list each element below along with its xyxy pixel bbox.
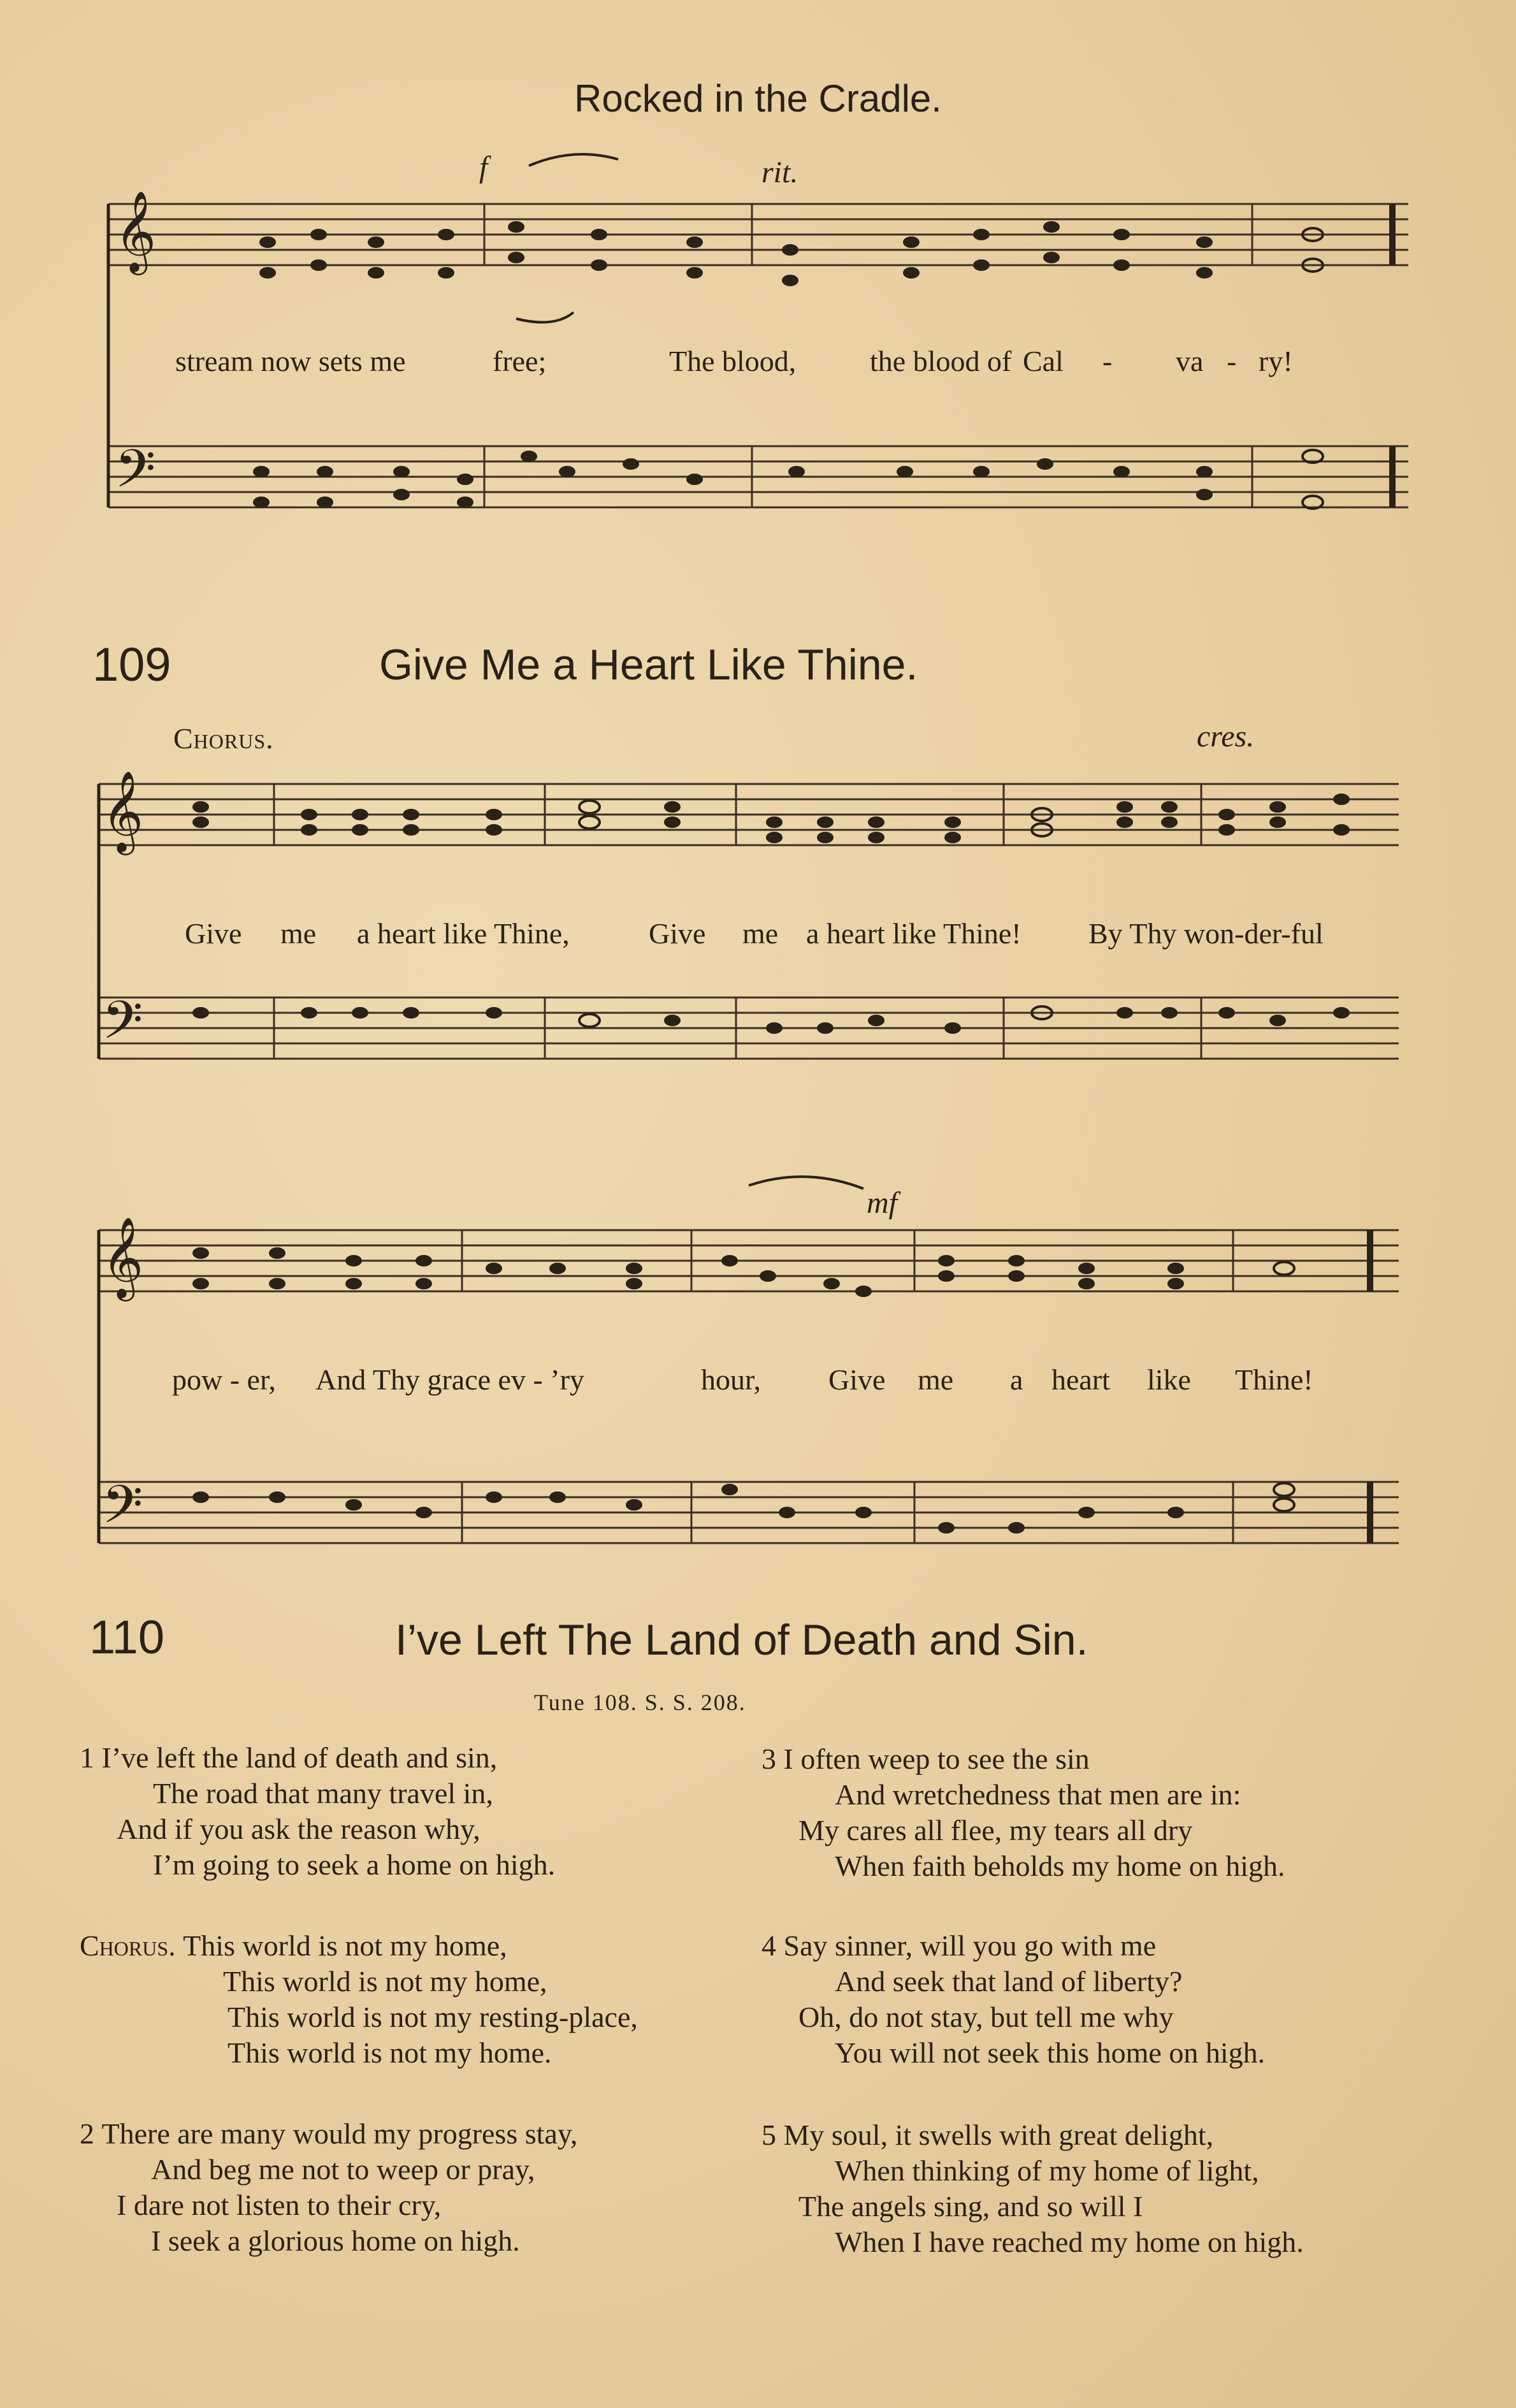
svg-text:𝄞: 𝄞 xyxy=(115,190,157,272)
verse-1-line-3: And if you ask the reason why, xyxy=(117,1813,480,1845)
h109-l1-w7: By Thy won-der-ful xyxy=(1088,917,1324,950)
verse-5-line-4: When I have reached my home on high. xyxy=(835,2226,1304,2258)
top-lyric-3: The blood, xyxy=(669,345,797,377)
svg-text:𝄞: 𝄞 xyxy=(102,1216,144,1298)
verse-4-line-1: Say sinner, will you go with me xyxy=(783,1929,1157,1962)
h109-l2-w9: Thine! xyxy=(1235,1363,1313,1396)
verse-3-num: 3 xyxy=(762,1743,776,1775)
chorus-110-line-1: This world is not my home, xyxy=(183,1929,507,1962)
top-lyric-4: the blood of xyxy=(870,345,1012,377)
verse-3-line-2: And wretchedness that men are in: xyxy=(835,1778,1241,1811)
verse-5 xyxy=(762,2117,1462,2260)
top-lyric-1: stream now sets me xyxy=(175,345,406,377)
system-1 xyxy=(108,154,1408,512)
verse-1 xyxy=(80,1740,749,1883)
verse-3-line-1: I often weep to see the sin xyxy=(783,1743,1090,1775)
running-head: Rocked in the Cradle. xyxy=(574,77,942,120)
verse-3-line-3: My cares all flee, my tears all dry xyxy=(798,1814,1193,1846)
verse-1-num: 1 xyxy=(80,1741,94,1774)
svg-text:𝄞: 𝄞 xyxy=(102,770,144,852)
hymn-110-number: 110 xyxy=(89,1611,164,1664)
verse-4-line-3: Oh, do not stay, but tell me why xyxy=(798,2001,1174,2033)
chorus-110-line-2: This world is not my home, xyxy=(223,1965,547,1998)
mf-mark: mf xyxy=(867,1186,897,1220)
h109-l2-w6: a xyxy=(1010,1363,1023,1396)
hymn-109-number: 109 xyxy=(92,638,171,691)
h109-l2-w8: like xyxy=(1147,1363,1191,1396)
verse-4 xyxy=(762,1928,1462,2071)
verse-4-line-4: You will not seek this home on high. xyxy=(835,2036,1266,2069)
verse-4-line-2: And seek that land of liberty? xyxy=(835,1965,1183,1998)
h109-l1-w6: a heart like Thine! xyxy=(806,917,1021,950)
verse-2 xyxy=(80,2116,749,2259)
chorus-110-line-4: This world is not my home. xyxy=(227,2036,552,2069)
verse-2-line-2: And beg me not to weep or pray, xyxy=(151,2153,535,2186)
chorus-110 xyxy=(80,1928,749,2071)
h109-l1-w1: Give xyxy=(185,917,242,950)
verse-5-line-3: The angels sing, and so will I xyxy=(798,2190,1143,2223)
verse-2-line-1: There are many would my progress stay, xyxy=(101,2117,578,2150)
tune-reference: Tune 108. S. S. 208. xyxy=(534,1690,746,1715)
hymn-110-title: I’ve Left The Land of Death and Sin. xyxy=(395,1616,1088,1664)
verse-3-line-4: When faith beholds my home on high. xyxy=(835,1850,1285,1882)
rit-mark: rit. xyxy=(762,156,798,189)
verse-3 xyxy=(762,1741,1462,1884)
verse-5-num: 5 xyxy=(762,2119,776,2151)
verse-1-line-1: I’ve left the land of death and sin, xyxy=(101,1741,498,1774)
top-lyric-7: va xyxy=(1176,345,1204,377)
verse-2-num: 2 xyxy=(80,2117,94,2150)
top-lyric-6: - xyxy=(1102,345,1113,377)
hymn-109-chorus-label: Chorus. xyxy=(173,722,274,755)
h109-l2-w3: hour, xyxy=(701,1363,761,1396)
forte-mark: f xyxy=(479,150,488,184)
h109-l2-w1: pow - er, xyxy=(172,1363,276,1396)
hymn-109-title: Give Me a Heart Like Thine. xyxy=(379,641,918,689)
h109-l1-w3: a heart like Thine, xyxy=(357,917,570,950)
verse-5-line-2: When thinking of my home of light, xyxy=(835,2154,1259,2187)
h109-l1-w2: me xyxy=(280,917,317,950)
top-lyric-2: free; xyxy=(493,345,547,377)
svg-text:𝄢: 𝄢 xyxy=(115,438,156,512)
h109-l2-w2: And Thy grace ev - ’ry xyxy=(315,1363,584,1396)
h109-l2-w4: Give xyxy=(828,1363,886,1396)
svg-text:𝄢: 𝄢 xyxy=(102,1474,143,1548)
top-lyric-5: Cal xyxy=(1023,345,1064,377)
verse-1-line-2: The road that many travel in, xyxy=(153,1777,493,1810)
verse-2-line-4: I seek a glorious home on high. xyxy=(151,2224,520,2257)
top-lyric-8: - xyxy=(1227,345,1237,377)
chorus-110-line-3: This world is not my resting-place, xyxy=(227,2001,638,2033)
h109-l1-w4: Give xyxy=(649,917,706,950)
h109-l2-w5: me xyxy=(918,1363,954,1396)
top-lyric-9: ry! xyxy=(1259,345,1293,377)
verse-1-line-4: I’m going to seek a home on high. xyxy=(153,1848,556,1881)
chorus-110-label: Chorus. xyxy=(80,1929,176,1962)
h109-l1-w5: me xyxy=(742,917,779,950)
svg-text:𝄢: 𝄢 xyxy=(102,989,143,1064)
verse-2-line-3: I dare not listen to their cry, xyxy=(117,2189,442,2221)
h109-l2-w7: heart xyxy=(1051,1363,1110,1396)
verse-4-num: 4 xyxy=(762,1929,776,1962)
cres-mark: cres. xyxy=(1197,720,1255,753)
verse-5-line-1: My soul, it swells with great delight, xyxy=(783,2119,1214,2151)
